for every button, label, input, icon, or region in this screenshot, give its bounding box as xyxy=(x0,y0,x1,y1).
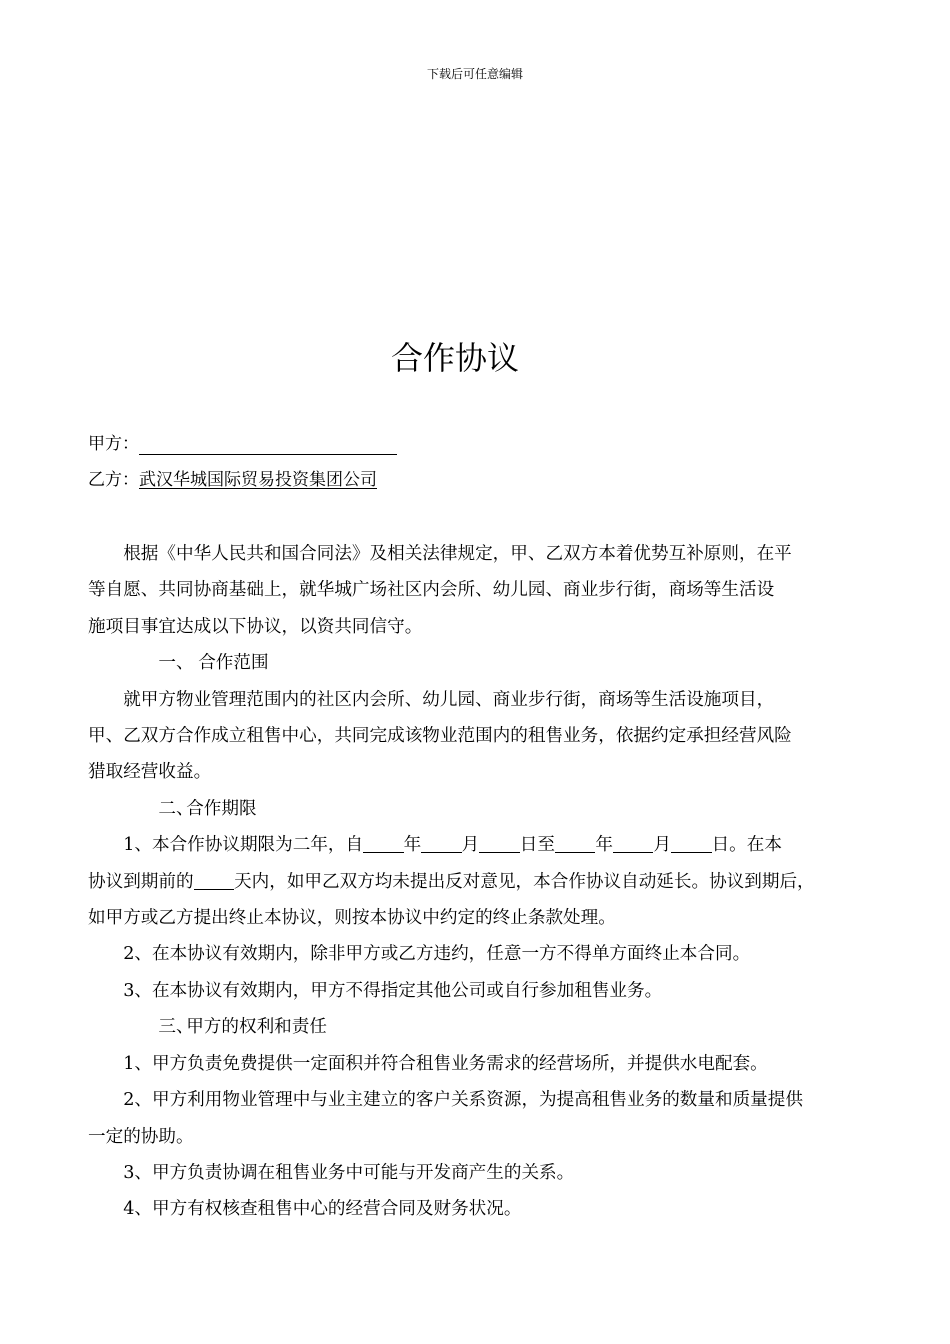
section-2-item-1-line-2 xyxy=(88,864,878,900)
section-2-heading xyxy=(88,791,878,827)
month-label: 月 xyxy=(461,835,480,856)
end-year-blank xyxy=(555,835,595,854)
intro-line-1: 根据《中华人民共和国合同法》及相关法律规定，甲、乙双方本着优势互补原则，在平 xyxy=(123,544,792,564)
section-2-item-3: 3、在本协议有效期内，甲方不得指定其他公司或自行参加租售业务。 xyxy=(123,980,663,1001)
section-3-item-1: 1、甲方负责免费提供一定面积并符合租售业务需求的经营场所，并提供水电配套。 xyxy=(123,1053,768,1074)
agreement-body xyxy=(88,536,878,1228)
party-a-line xyxy=(88,433,397,455)
section-2-item-1-line-1 xyxy=(88,827,878,863)
intro-line-3: 施项目事宜达成以下协议，以资共同信守。 xyxy=(88,616,423,637)
section-2-number: 二、 xyxy=(158,798,194,819)
end-day-blank xyxy=(671,835,711,854)
section-3-item-2-line-2: 一定的协助。 xyxy=(88,1126,194,1147)
term-text: 1、本合作协议期限为二年，自 xyxy=(123,835,364,856)
year-label: 年 xyxy=(595,835,614,856)
party-b-line xyxy=(88,469,377,491)
section-2-item-2: 2、在本协议有效期内，除非甲方或乙方违约，任意一方不得单方面终止本合同。 xyxy=(123,944,751,965)
party-a-blank-field xyxy=(139,438,397,455)
header-note: 下载后可任意编辑 xyxy=(426,67,523,81)
section-1-line-2: 甲、乙双方合作成立租售中心，共同完成该物业范围内的租售业务，依据约定承担经营风险 xyxy=(88,726,792,747)
day-to-label: 日至 xyxy=(519,835,555,856)
section-3-item-3: 3、甲方负责协调在租售业务中可能与开发商产生的关系。 xyxy=(123,1162,575,1183)
start-year-blank xyxy=(363,835,403,854)
section-1-title: 合作范围 xyxy=(198,653,269,674)
party-b-name: 武汉华城国际贸易投资集团公司 xyxy=(139,470,377,490)
end-month-blank xyxy=(613,835,653,854)
start-month-blank xyxy=(421,835,461,854)
section-2-item-1-line-3: 如甲方或乙方提出终止本协议，则按本协议中约定的终止条款处理。 xyxy=(88,908,616,929)
start-day-blank xyxy=(479,835,519,854)
intro-line-2: 等自愿、共同协商基础上，就华城广场社区内会所、幼儿园、商业步行街，商场等生活设 xyxy=(88,580,775,601)
section-3-number: 三、 xyxy=(158,1017,194,1038)
section-1-line-1: 就甲方物业管理范围内的社区内会所、幼儿园、商业步行街，商场等生活设施项目， xyxy=(123,689,775,710)
month-label: 月 xyxy=(653,835,672,856)
party-b-label: 乙方： xyxy=(88,470,139,490)
document-title: 合作协议 xyxy=(390,339,519,377)
renewal-text: 天内，如甲乙双方均未提出反对意见，本合作协议自动延长。协议到期后， xyxy=(234,871,815,892)
notice-days-blank xyxy=(194,871,234,890)
year-label: 年 xyxy=(403,835,422,856)
section-1-line-3: 猎取经营收益。 xyxy=(88,762,212,783)
section-3-heading xyxy=(88,1009,878,1045)
section-1-heading xyxy=(88,645,878,681)
party-a-label: 甲方： xyxy=(88,434,139,454)
notice-text: 协议到期前的 xyxy=(88,871,194,892)
section-2-title: 合作期限 xyxy=(186,798,257,819)
section-1-number: 一、 xyxy=(158,653,194,674)
section-3-item-2-line-1: 2、甲方利用物业管理中与业主建立的客户关系资源，为提高租售业务的数量和质量提供 xyxy=(123,1090,803,1111)
day-label: 日。在本 xyxy=(711,835,782,856)
section-3-item-4: 4、甲方有权核查租售中心的经营合同及财务状况。 xyxy=(123,1199,522,1220)
section-3-title: 甲方的权利和责任 xyxy=(186,1017,327,1038)
